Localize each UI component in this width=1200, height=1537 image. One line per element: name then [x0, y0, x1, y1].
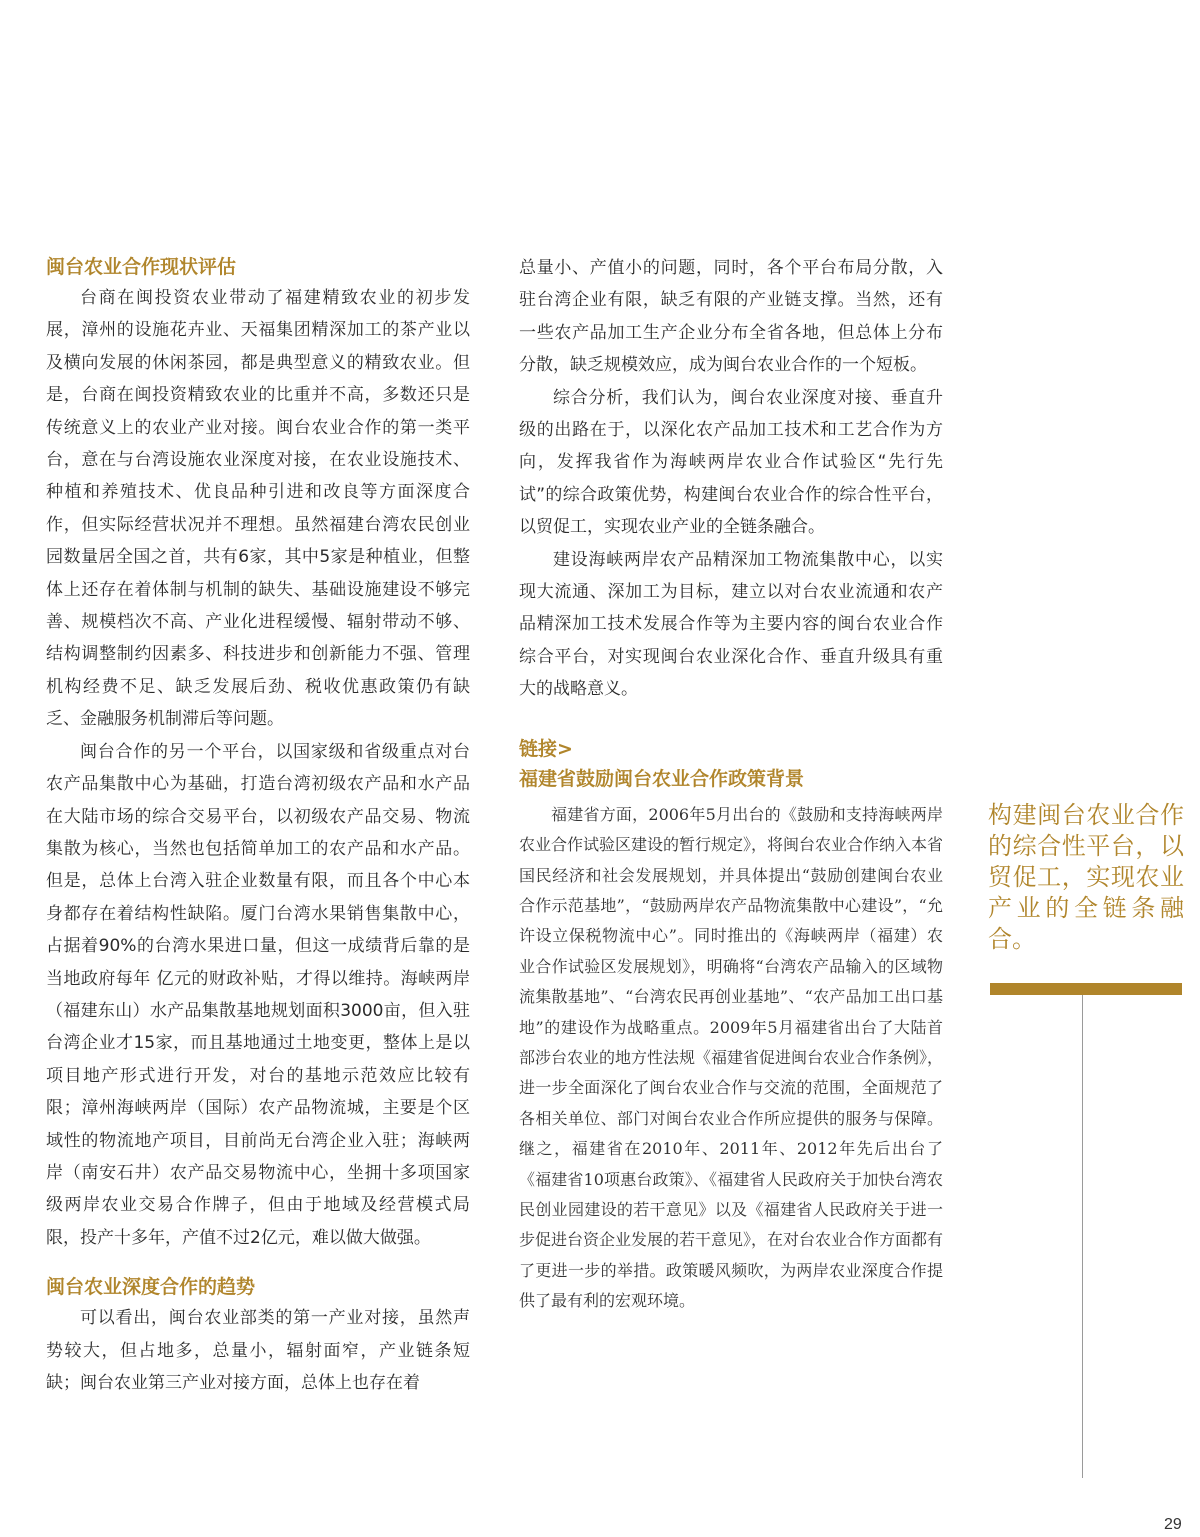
body-paragraph: 闽台合作的另一个平台，以国家级和省级重点对台农产品集散中心为基础，打造台湾初级农产品和水产品在大陆市场的综合交易平台，以初级农产品交易、物流集散为核心，当然也包括简单加工的农产品和水产品。但是，总体上台湾入驻企业数量有限，而且各个中心本身都存在着结构性缺陷。厦门台湾水果销售集散中心，占据着90%的台湾水果进口量，但这一成绩背后靠的是当地政府每年 亿元的财政补贴，才得以维持。海峡两岸（福建东山）水产品集散基地规划面积3000亩，但入驻台湾企业才15家，而且基地通过土地变更，整体上是以项目地产形式进行开发，对台的基地示范效应比较有限；漳州海峡两岸（国际）农产品物流城，主要是个区域性的物流地产项目，目前尚无台湾企业入驻；海峡两岸（南安石井）农产品交易物流中心，坐拥十多项国家级两岸农业交易合作牌子，但由于地域及经营模式局限，投产十多年，产值不过2亿元，难以做大做强。: [46, 741, 470, 1248]
pull-quote: 构建闽台农业合作的综合性平台，以贸促工，实现农业产业的全链条融合。: [988, 801, 1184, 953]
link-subheading: 福建省鼓励闽台农业合作政策背景: [519, 767, 805, 790]
middle-column: [519, 252, 943, 1317]
section-heading-assessment: 闽台农业合作现状评估: [46, 256, 237, 278]
left-column: [46, 252, 470, 1399]
link-body-text: 福建省方面，2006年5月出台的《鼓励和支持海峡两岸农业合作试验区建设的暂行规定》，将闽台农业合作纳入本省国民经济和社会发展规划，并具体提出“鼓励创建闽台农业合作示范基地”，“鼓励两岸农产品物流集散中心建设”，“允许设立保税物流中心”。同时推出的《海峡两岸（福建）农业合作试验区发展规划》，明确将“台湾农产品输入的区域物流集散基地”、“台湾农民再创业基地”、“农产品加工出口基地”的建设作为战略重点。2009年5月福建省出台了大陆首部涉台农业的地方性法规《福建省促进闽台农业合作条例》，进一步全面深化了闽台农业合作与交流的范围，全面规范了各相关单位、部门对闽台农业合作所应提供的服务与保障。继之，福建省在2010年、2011年、2012年先后出台了《福建省10项惠台政策》、《福建省人民政府关于加快台湾农民创业园建设的若干意见》以及《福建省人民政府关于进一步促进台资企业发展的若干意见》，在对台农业合作方面都有了更进一步的举措。政策暖风频吹，为两岸农业深度合作提供了最有利的宏观环境。: [519, 804, 944, 1311]
section-heading-trend: 闽台农业深度合作的趋势: [46, 1276, 256, 1299]
pull-quote-bar: [990, 983, 1182, 995]
body-paragraph: 建设海峡两岸农产品精深加工物流集散中心，以实现大流通、深加工为目标，建立以对台农业流通和农产品精深加工技术发展合作等为主要内容的闽台农业合作综合平台，对实现闽台农业深化合作、垂直升级具有重大的战略意义。: [519, 549, 943, 700]
page-number: 29: [1164, 1516, 1182, 1533]
link-heading: 链接>: [519, 737, 573, 760]
body-paragraph: 台商在闽投资农业带动了福建精致农业的初步发展，漳州的设施花卉业、天福集团精深加工的茶产业以及横向发展的休闲茶园，都是典型意义的精致农业。但是，台商在闽投资精致农业的比重并不高，多数还只是传统意义上的农业产业对接。闽台农业合作的第一类平台，意在与台湾设施农业深度对接，在农业设施技术、种植和养殖技术、优良品种引进和改良等方面深度合作，但实际经营状况并不理想。虽然福建台湾农民创业园数量居全国之首，共有6家，其中5家是种植业，但整体上还存在着体制与机制的缺失、基础设施建设不够完善、规模档次不高、产业化进程缓慢、辐射带动不够、结构调整制约因素多、科技进步和创新能力不强、管理机构经费不足、缺乏发展后劲、税收优惠政策仍有缺乏、金融服务机制滞后等问题。: [46, 288, 470, 730]
body-paragraph: 综合分析，我们认为，闽台农业深度对接、垂直升级的出路在于，以深化农产品加工技术和工艺合作为方向，发挥我省作为海峡两岸农业合作试验区“先行先试”的综合政策优势，构建闽台农业合作的综合性平台，以贸促工，实现农业产业的全链条融合。: [519, 387, 943, 538]
body-paragraph: 总量小、产值小的问题，同时，各个平台布局分散，入驻台湾企业有限，缺乏有限的产业链支撑。当然，还有一些农产品加工生产企业分布全省各地，但总体上分布分散，缺乏规模效应，成为闽台农业合作的一个短板。: [519, 258, 943, 376]
pull-quote-rule: [1082, 995, 1083, 1478]
body-paragraph: 可以看出，闽台农业部类的第一产业对接，虽然声势较大，但占地多，总量小，辐射面窄，产业链条短缺；闽台农业第三产业对接方面，总体上也存在着: [46, 1308, 470, 1393]
